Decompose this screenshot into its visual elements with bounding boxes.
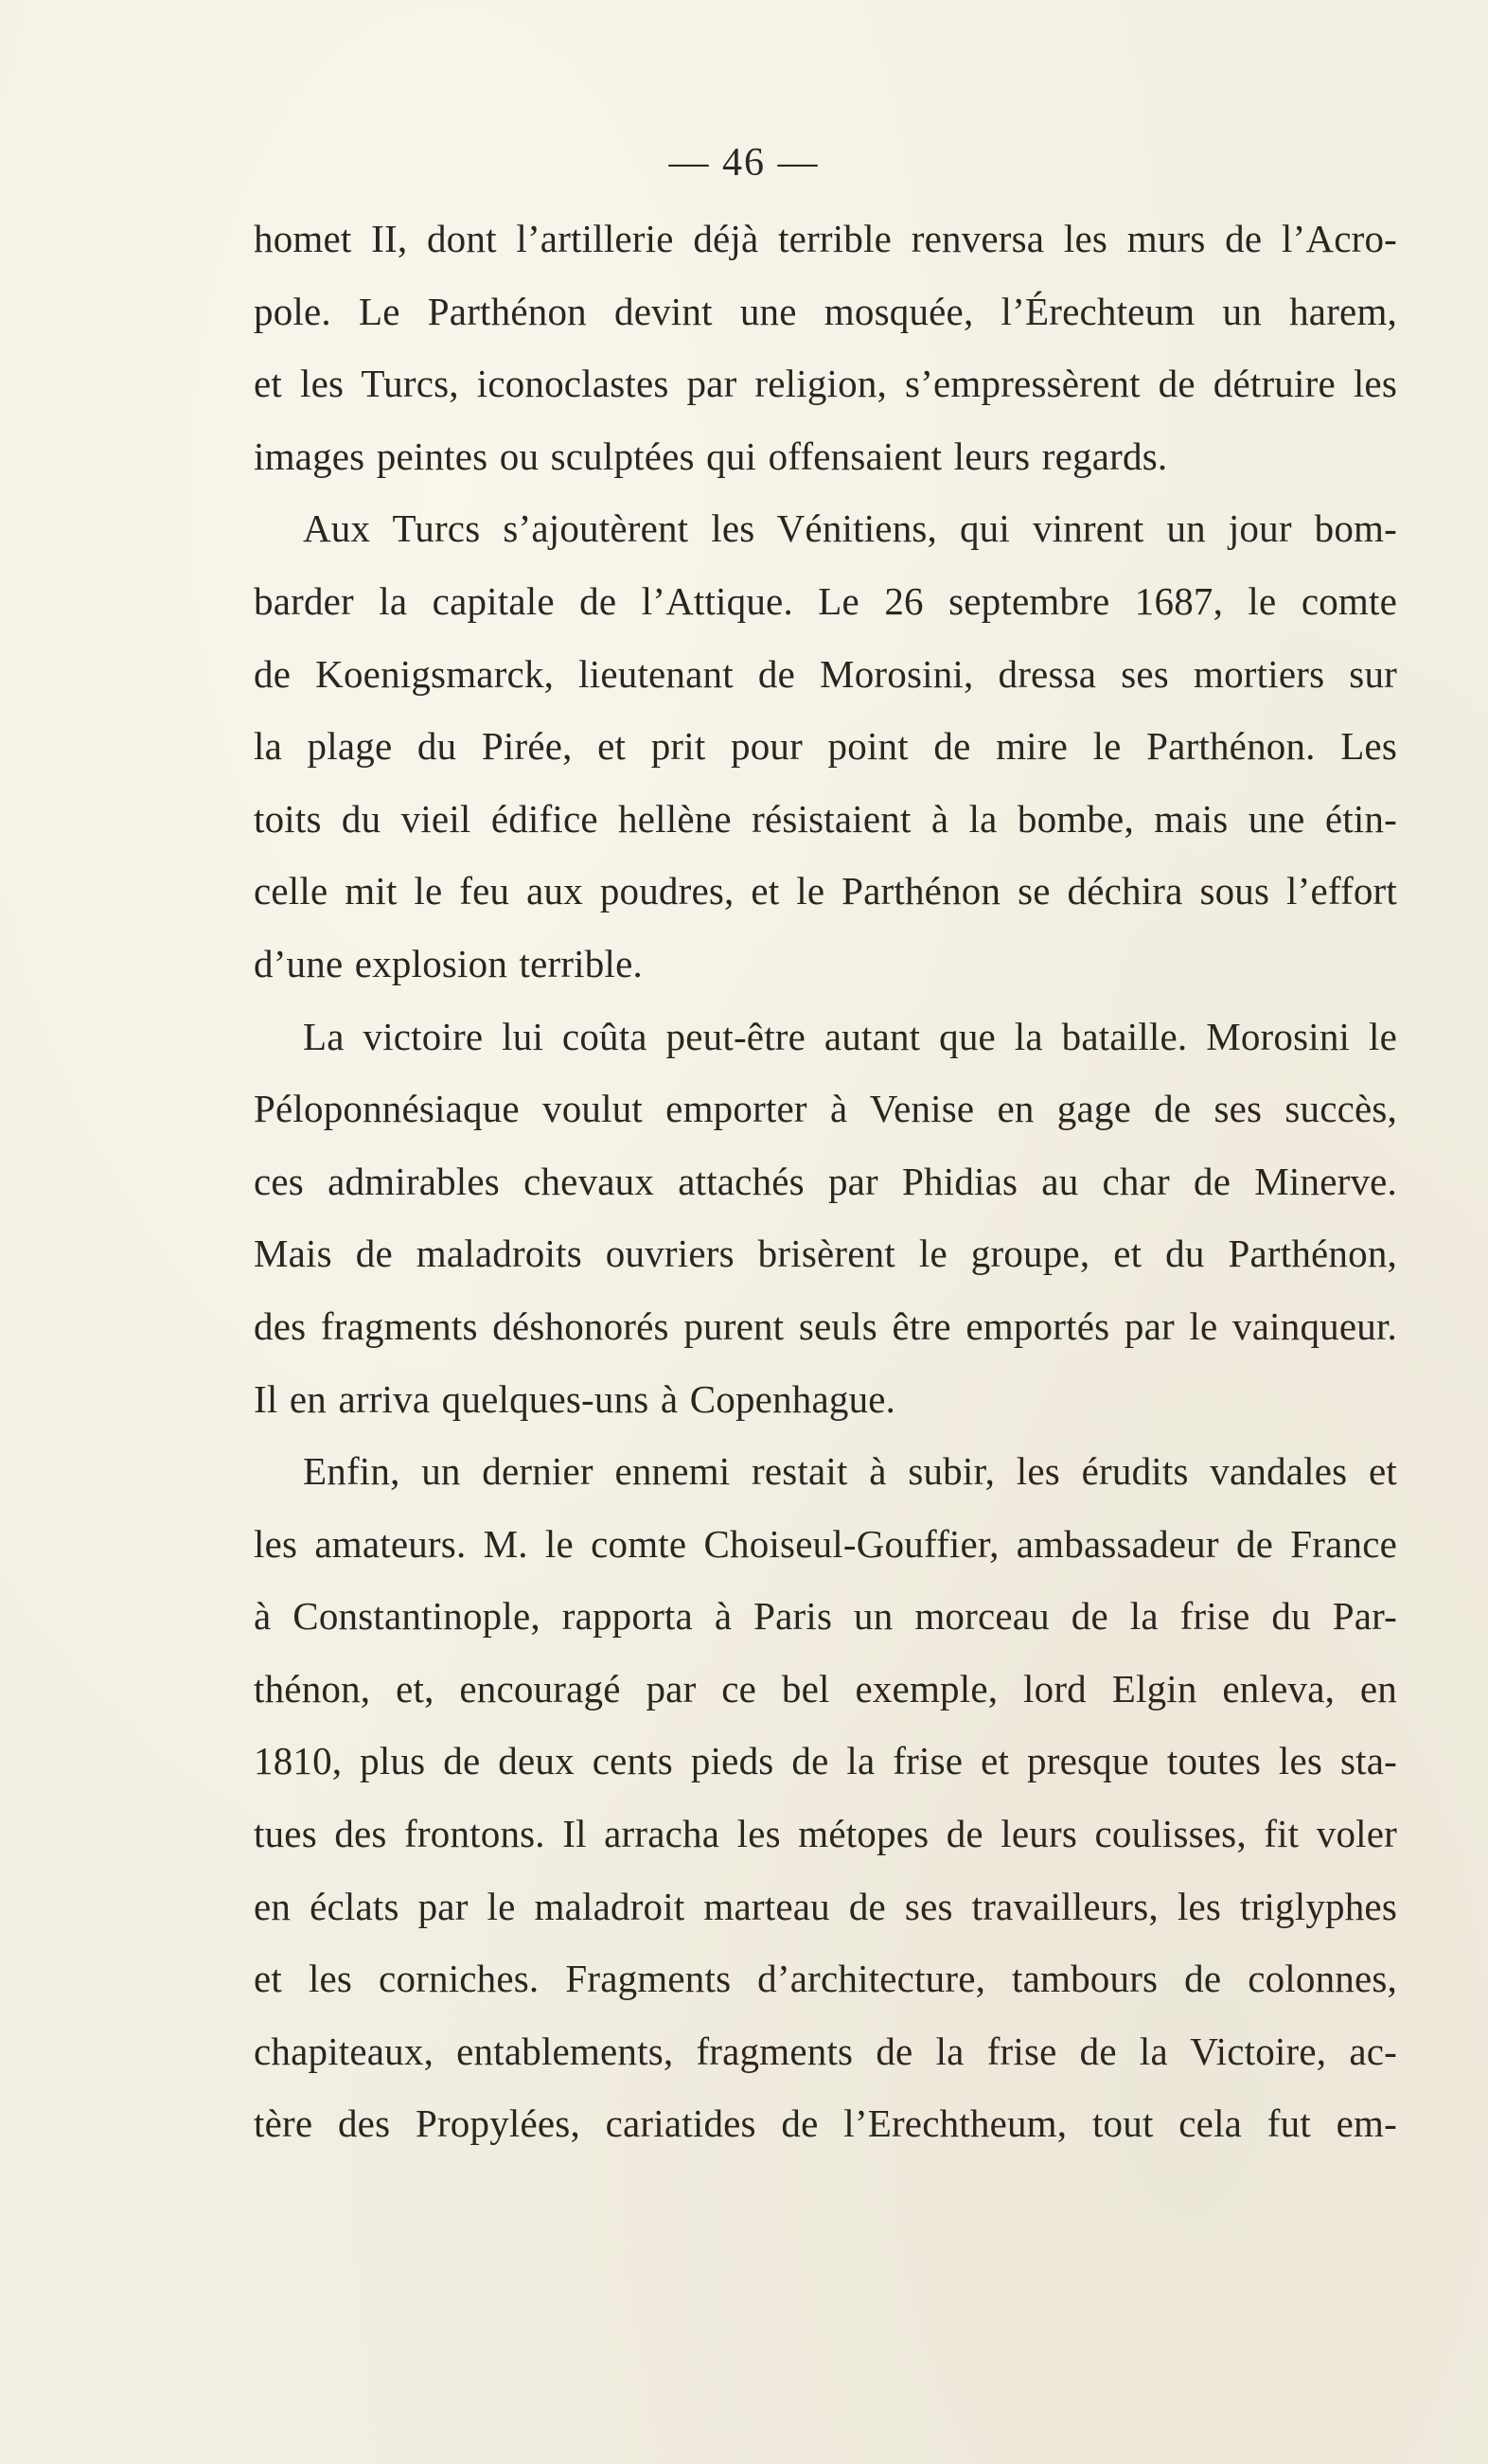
body-text [254, 203, 1397, 2160]
text-line: 1810, plus de deux cents pieds de la frise et presque toutes les sta- [254, 1739, 1397, 1783]
text-line: images peintes ou sculptées qui offensaient leurs regards. [254, 434, 1168, 478]
text-line: d’une explosion terrible. [254, 941, 643, 985]
text-line: et les corniches. Fragments d’architecture, tambours de colonnes, [254, 1957, 1397, 2001]
page-number: — 46 — [668, 141, 820, 185]
text-line: homet II, dont l’artillerie déjà terrible renversa les murs de l’Acro- [254, 217, 1397, 260]
text-line: de Koenigsmarck, lieutenant de Morosini, dressa ses mortiers sur [254, 651, 1397, 696]
text-line: à Constantinople, rapporta à Paris un morceau de la frise du Par- [254, 1594, 1397, 1639]
text-line: chapiteaux, entablements, fragments de la frise de la Victoire, ac- [254, 2029, 1397, 2073]
text-line: la plage du Pirée, et prit pour point de mire le Parthénon. Les [254, 724, 1397, 769]
text-line: des fragments déshonorés purent seuls être emportés par le vainqueur. [254, 1303, 1397, 1348]
text-line: en éclats par le maladroit marteau de ses travailleurs, les triglyphes [254, 1884, 1397, 1928]
text-line: Péloponnésiaque voulut emporter à Venise en gage de ses succès, [254, 1087, 1397, 1131]
text-line: Aux Turcs s’ajoutèrent les Vénitiens, qui vinrent un jour bom- [303, 506, 1397, 551]
text-line: Enfin, un dernier ennemi restait à subir, les érudits vandales et [303, 1449, 1397, 1494]
text-line: Mais de maladroits ouvriers brisèrent le groupe, et du Parthénon, [254, 1232, 1397, 1276]
text-line: Il en arriva quelques-uns à Copenhague. [254, 1376, 896, 1421]
text-line: tère des Propylées, cariatides de l’Erechtheum, tout cela fut em- [254, 2101, 1397, 2146]
text-line: thénon, et, encouragé par ce bel exemple, lord Elgin enleva, en [254, 1666, 1397, 1711]
text-line: celle mit le feu aux poudres, et le Parthénon se déchira sous l’effort [254, 869, 1397, 913]
text-line: pole. Le Parthénon devint une mosquée, l’Érechteum un harem, [254, 289, 1397, 333]
text-line: et les Turcs, iconoclastes par religion, s’empressèrent de détruire les [254, 362, 1397, 406]
text-line: tues des frontons. Il arracha les métopes de leurs coulisses, fit voler [254, 1812, 1397, 1856]
text-line: La victoire lui coûta peut-être autant que la bataille. Morosini le [303, 1014, 1397, 1058]
text-line: les amateurs. M. le comte Choiseul-Gouffier, ambassadeur de France [254, 1521, 1397, 1566]
text-line: ces admirables chevaux attachés par Phidias au char de Minerve. [254, 1159, 1397, 1203]
text-line: toits du vieil édifice hellène résistaient à la bombe, mais une étin- [254, 796, 1397, 841]
text-line: barder la capitale de l’Attique. Le 26 septembre 1687, le comte [254, 578, 1397, 623]
